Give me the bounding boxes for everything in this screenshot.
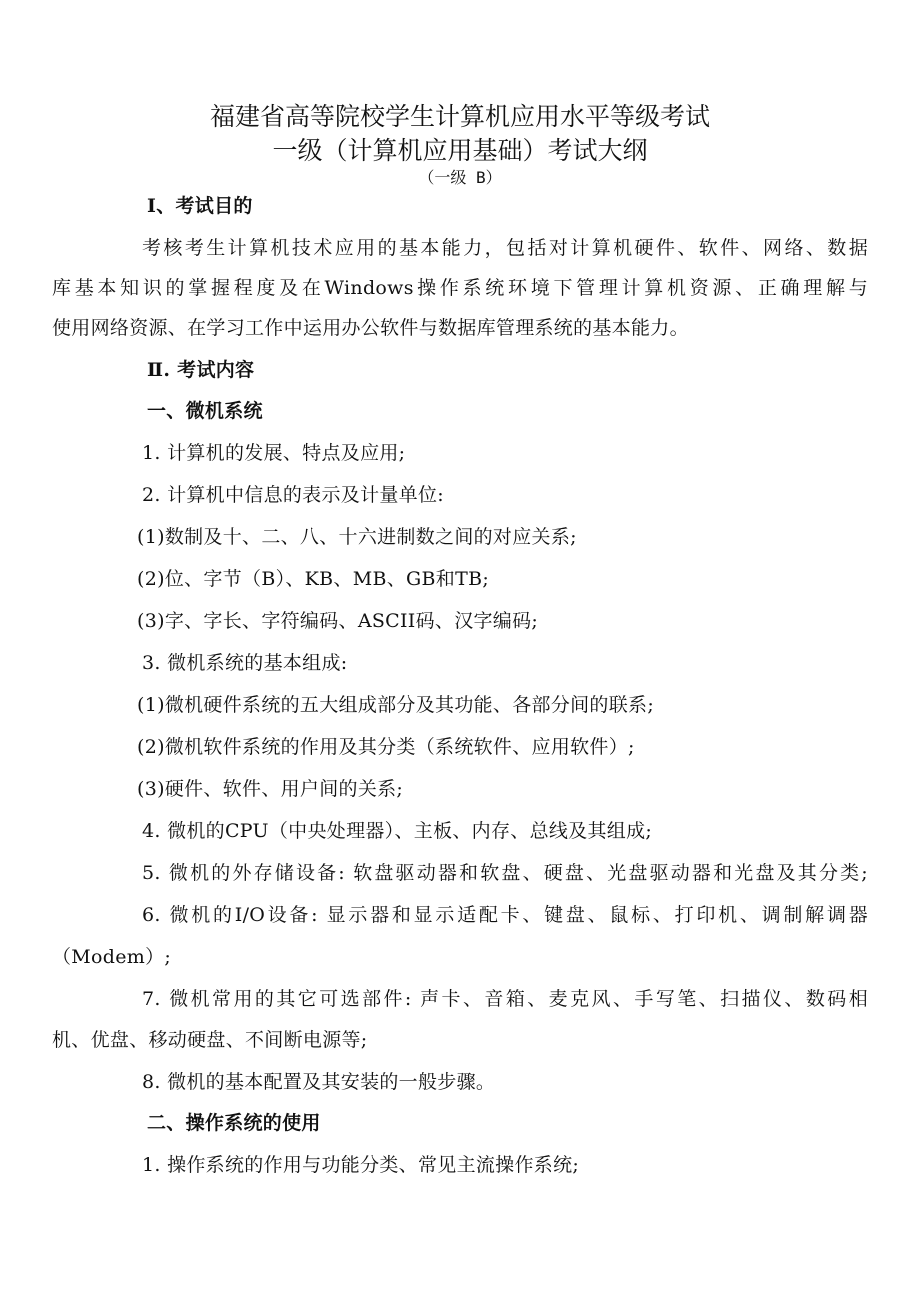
section-heading-exam-purpose: Ⅰ、考试目的 (147, 195, 253, 217)
list-item: 1. 计算机的发展、特点及应用; (142, 442, 406, 464)
list-item: 3. 微机系统的基本组成: (142, 652, 348, 674)
document-title-line-2: 一级（计算机应用基础）考试大纲 (272, 136, 648, 165)
section-heading-microcomputer-system: 一、微机系统 (147, 400, 263, 422)
section-heading-exam-content: Ⅱ. 考试内容 (147, 359, 255, 381)
list-item: (2)位、字节（B）、KB、MB、GB和TB; (137, 568, 490, 590)
paragraph-line: 考核考生计算机技术应用的基本能力，包括对计算机硬件、软件、网络、数据 (142, 237, 868, 259)
list-item: (1)微机硬件系统的五大组成部分及其功能、各部分间的联系; (137, 694, 655, 716)
list-item: 2. 计算机中信息的表示及计量单位: (142, 484, 444, 506)
list-item: 5. 微机的外存储设备: 软盘驱动器和软盘、硬盘、光盘驱动器和光盘及其分类; (142, 862, 868, 884)
list-item: 8. 微机的基本配置及其安装的一般步骤。 (142, 1071, 496, 1093)
list-item: 7. 微机常用的其它可选部件: 声卡、音箱、麦克风、手写笔、扫描仪、数码相 (142, 988, 868, 1010)
paragraph-line: 使用网络资源、在学习工作中运用办公软件与数据库管理系统的基本能力。 (52, 317, 689, 339)
section-heading-operating-system: 二、操作系统的使用 (147, 1112, 321, 1134)
list-item-continuation: （Modem）; (52, 946, 172, 968)
list-item: 1. 操作系统的作用与功能分类、常见主流操作系统; (142, 1154, 580, 1176)
paragraph-line: 库基本知识的掌握程度及在Windows操作系统环境下管理计算机资源、正确理解与 (52, 277, 868, 299)
list-item: (1)数制及十、二、八、十六进制数之间的对应关系; (137, 526, 577, 548)
list-item: (3)硬件、软件、用户间的关系; (137, 778, 404, 800)
document-title-line-1: 福建省高等院校学生计算机应用水平等级考试 (209, 102, 710, 131)
list-item: 6. 微机的I/O设备: 显示器和显示适配卡、键盘、鼠标、打印机、调制解调器 (142, 904, 868, 926)
document-subtitle: （一级 B） (418, 168, 502, 187)
list-item: (3)字、字长、字符编码、ASCII码、汉字编码; (137, 610, 539, 632)
list-item: (2)微机软件系统的作用及其分类（系统软件、应用软件）; (137, 736, 635, 758)
list-item-continuation: 机、优盘、移动硬盘、不间断电源等; (52, 1029, 368, 1051)
list-item: 4. 微机的CPU（中央处理器）、主板、内存、总线及其组成; (142, 820, 653, 842)
